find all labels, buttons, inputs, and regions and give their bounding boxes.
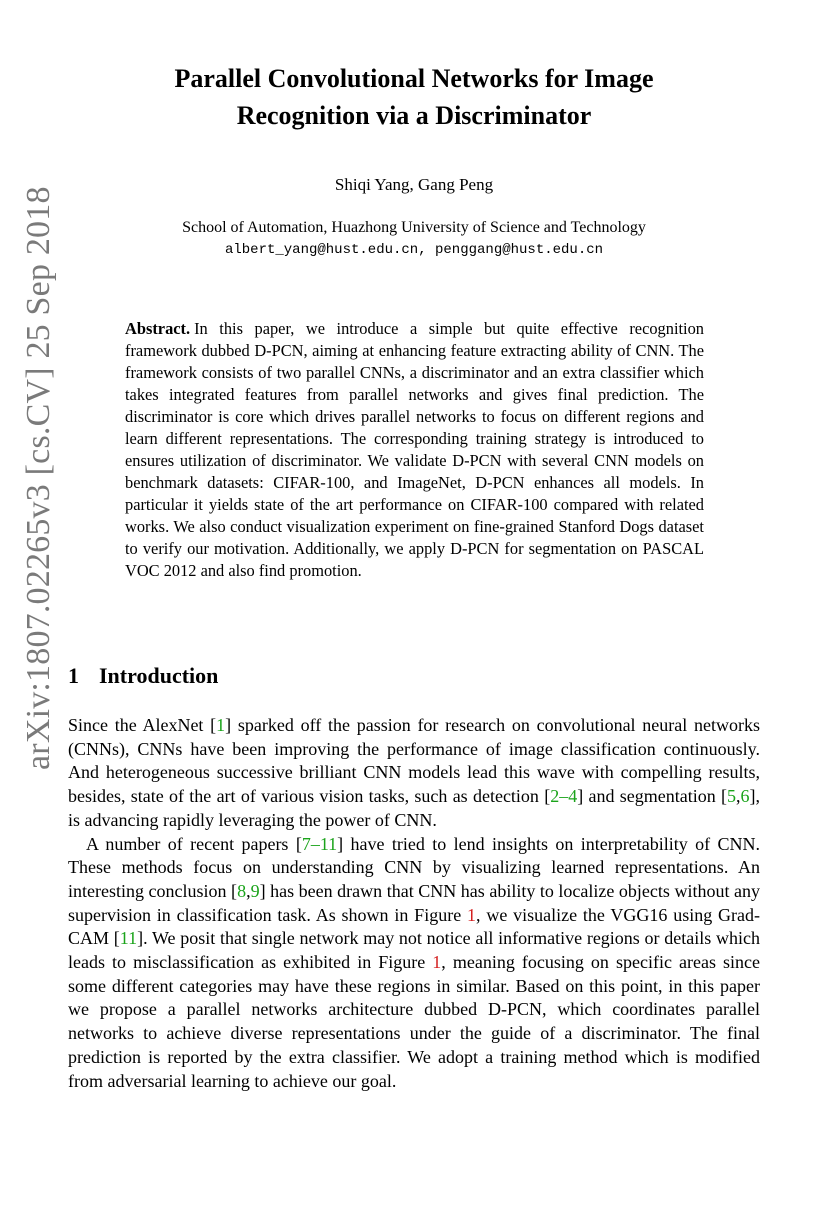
text-run: , we visualize the VGG16 using Grad-CAM [: [68, 904, 761, 949]
citation-link[interactable]: 2–4: [550, 786, 578, 807]
text-run: ]. We posit that single network may not notice all informative regions or details which leads to misclassification as exhibited in Figure: [68, 928, 760, 973]
citation-link[interactable]: 1: [216, 715, 226, 735]
text-run: ,: [246, 880, 251, 901]
abstract-label: Abstract.: [125, 319, 191, 338]
text-run: , meaning focusing on specific areas since some different categories may have these regions in similar. Based on this point, in this paper we propose a parallel networks architecture dubbed D-PCN, which coordinates parallel networks to achieve diverse representations under the guide of a discriminator. The final prediction is reported by the extra classifier. We adopt a training method which is modified from adversarial learning to achieve our goal.: [68, 952, 760, 1091]
affiliation: School of Automation, Huazhong University of Science and Technology: [182, 219, 646, 236]
authors: Shiqi Yang, Gang Peng: [334, 175, 494, 194]
title-line-1: Parallel Convolutional Networks for Image: [174, 64, 654, 93]
section-number: 1: [68, 663, 79, 688]
arxiv-identifier-stamp: arXiv:1807.02265v3 [cs.CV] 25 Sep 2018: [20, 186, 57, 770]
text-run: ,: [736, 786, 741, 807]
citation-link[interactable]: 9: [250, 880, 260, 901]
text-run: ] sparked off the passion for research on convolutional neural networks (CNNs), CNNs have been improving the performance of image classification continuously. And heterogeneous successive brilliant CNN models lead this wave with compelling results, besides, state of the art of various vision tasks, such as detection [: [68, 715, 760, 807]
paper-title: [90, 60, 738, 134]
paragraph-1: [68, 714, 760, 833]
text-run: ], is advancing rapidly leveraging the power of CNN.: [68, 786, 760, 830]
author-emails: albert_yang@hust.edu.cn, penggang@hust.edu.cn: [224, 242, 604, 258]
citation-link[interactable]: 7–11: [301, 833, 338, 854]
text-run: Since the AlexNet [: [68, 715, 217, 735]
text-run: ] have tried to lend insights on interpretability of CNN. These methods focus on understanding CNN by visualizing learned representations. An interesting conclusion [: [68, 833, 760, 901]
text-run: ] and segmentation [: [577, 786, 727, 807]
text-run: ] has been drawn that CNN has ability to localize objects without any supervision in classification task. As shown in Figure: [68, 880, 760, 925]
introduction-body: [68, 714, 760, 1093]
title-line-2: Recognition via a Discriminator: [236, 101, 592, 130]
text-run: A number of recent papers [: [86, 833, 302, 854]
figure-reference-link[interactable]: 1: [432, 952, 442, 973]
citation-link[interactable]: 6: [740, 786, 750, 807]
citation-link[interactable]: 8: [237, 880, 247, 901]
abstract: [125, 318, 704, 582]
citation-link[interactable]: 5: [727, 786, 736, 807]
abstract-text: In this paper, we introduce a simple but quite effective recognition framework dubbed D-PCN, aiming at enhancing feature extracting ability of CNN. The framework consists of two parallel CNNs, a discriminator and an extra classifier which takes integrated features from parallel networks and gives final prediction. The discriminator is core which drives parallel networks to focus on different regions and learn different representations. The corresponding training strategy is introduced to ensures utilization of discriminator. We validate D-PCN with several CNN models on benchmark datasets: CIFAR-100, and ImageNet, D-PCN enhances all models. In particular it yields state of the art performance on CIFAR-100 compared with related works. We also conduct visualization experiment on fine-grained Stanford Dogs dataset to verify our motivation. Additionally, we apply D-PCN for segmentation on PASCAL VOC 2012 and also find promotion.: [125, 319, 704, 580]
paragraph-2: [68, 833, 760, 1094]
figure-reference-link[interactable]: 1: [467, 904, 476, 925]
section-heading: [68, 663, 218, 689]
citation-link[interactable]: 11: [119, 928, 138, 949]
section-title: Introduction: [99, 663, 219, 688]
